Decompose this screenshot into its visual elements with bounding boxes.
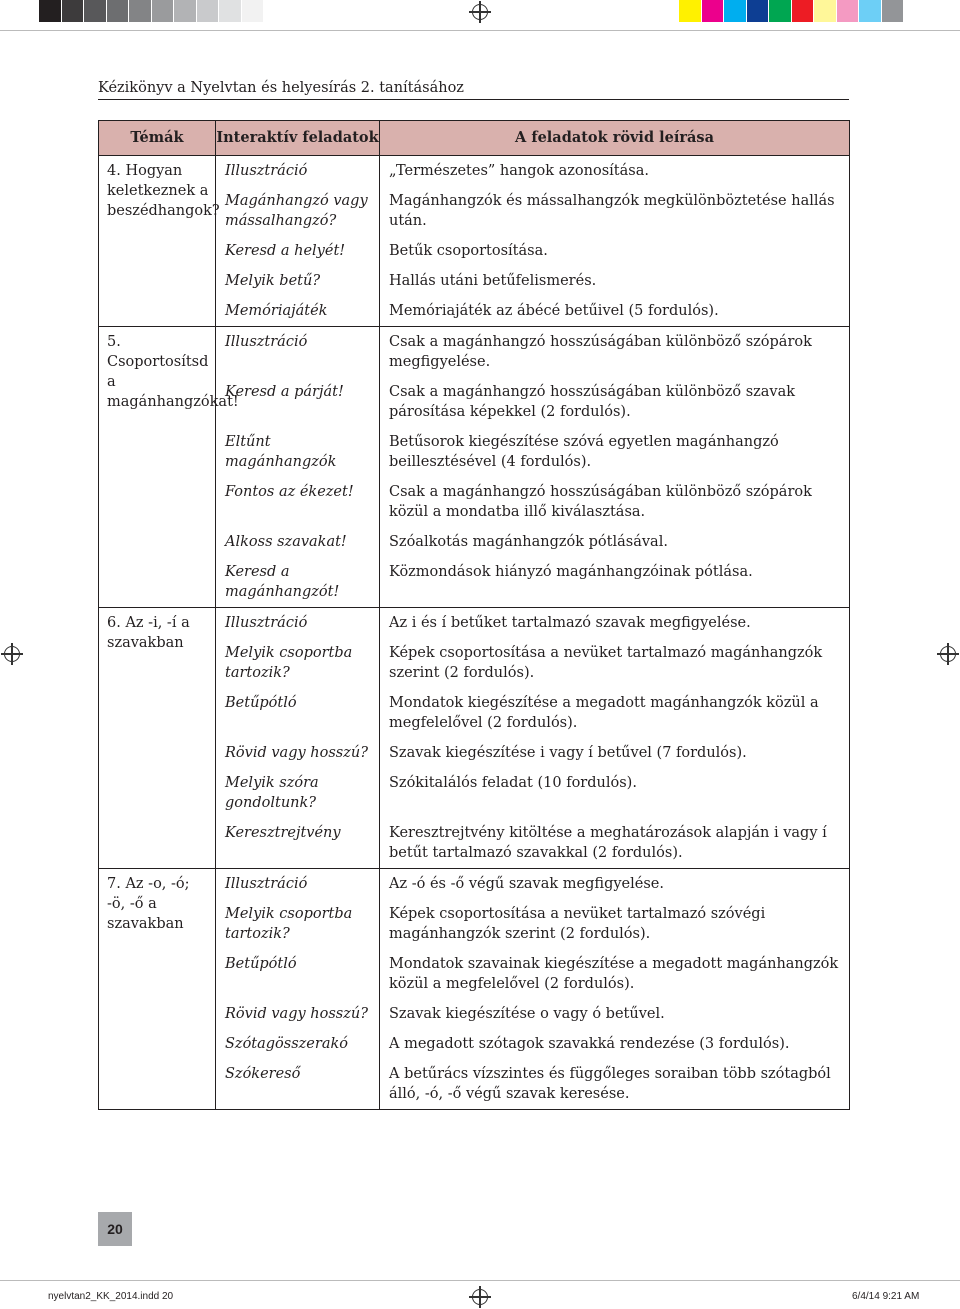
color-swatch (107, 0, 130, 22)
color-swatch (792, 0, 815, 22)
task-description-cell: Szavak kiegészítése o vagy ó betűvel. (380, 999, 850, 1029)
color-swatch (769, 0, 792, 22)
task-name-cell: Keresd a magánhangzót! (216, 557, 380, 608)
task-name-cell: Illusztráció (216, 327, 380, 378)
color-swatch (724, 0, 747, 22)
header-rule (98, 99, 849, 100)
task-name-cell: Illusztráció (216, 869, 380, 900)
task-name-cell: Betűpótló (216, 688, 380, 738)
theme-cell: 5. Csoportosítsd a magánhangzókat! (99, 327, 216, 608)
running-title: Kézikönyv a Nyelvtan és helyesírás 2. tanításához (98, 80, 464, 96)
color-swatch (837, 0, 860, 22)
task-name-cell: Betűpótló (216, 949, 380, 999)
table-row (99, 327, 850, 378)
task-description-cell: Az -ó és -ő végű szavak megfigyelése. (380, 869, 850, 900)
task-name-cell: Melyik szóra gondoltunk? (216, 768, 380, 818)
table-row (99, 608, 850, 639)
table-row (99, 156, 850, 187)
task-name-cell: Magánhangzó vagy mássalhangzó? (216, 186, 380, 236)
task-name-cell: Keresd a helyét! (216, 236, 380, 266)
task-name-cell: Keresd a párját! (216, 377, 380, 427)
slug-date: 6/4/14 9:21 AM (852, 1291, 920, 1302)
task-name-cell: Illusztráció (216, 156, 380, 187)
column-header-tasks: Interaktív feladatok (216, 121, 380, 156)
task-description-cell: Csak a magánhangzó hosszúságában különböző szavak párosítása képekkel (2 fordulós). (380, 377, 850, 427)
task-description-cell: Szóalkotás magánhangzók pótlásával. (380, 527, 850, 557)
slug-file-info: nyelvtan2_KK_2014.indd 20 (48, 1291, 174, 1302)
registration-mark-icon (940, 646, 956, 662)
theme-cell: 7. Az -o, -ó; -ö, -ő a szavakban (99, 869, 216, 1110)
task-description-cell: Az i és í betűket tartalmazó szavak megfigyelése. (380, 608, 850, 639)
task-description-cell: Képek csoportosítása a nevüket tartalmazó szóvégi magánhangzók szerint (2 fordulós). (380, 899, 850, 949)
task-name-cell: Fontos az ékezet! (216, 477, 380, 527)
column-header-themes: Témák (99, 121, 216, 156)
task-name-cell: Memóriajáték (216, 296, 380, 327)
task-name-cell: Melyik betű? (216, 266, 380, 296)
task-description-cell: Keresztrejtvény kitöltése a meghatározások alapján i vagy í betűt tartalmazó szavakkal (2 fordulós). (380, 818, 850, 869)
task-name-cell: Illusztráció (216, 608, 380, 639)
page-number: 20 (98, 1212, 132, 1246)
task-description-cell: Képek csoportosítása a nevüket tartalmazó magánhangzók szerint (2 fordulós). (380, 638, 850, 688)
task-description-cell: A betűrács vízszintes és függőleges soraiban több szótagból álló, -ó, -ő végű szavak keresése. (380, 1059, 850, 1110)
color-swatch (882, 0, 905, 22)
task-description-cell: Mondatok szavainak kiegészítése a megadott magánhangzók közül a megfelelővel (2 fordulós). (380, 949, 850, 999)
table-row (99, 869, 850, 900)
task-description-cell: Szavak kiegészítése i vagy í betűvel (7 fordulós). (380, 738, 850, 768)
task-description-cell: Mondatok kiegészítése a megadott magánhangzók közül a megfelelővel (2 fordulós). (380, 688, 850, 738)
task-description-cell: A megadott szótagok szavakká rendezése (3 fordulós). (380, 1029, 850, 1059)
task-name-cell: Szókereső (216, 1059, 380, 1110)
color-swatch (747, 0, 770, 22)
task-description-cell: Közmondások hiányzó magánhangzóinak pótlása. (380, 557, 850, 608)
registration-mark-icon (4, 646, 20, 662)
task-description-cell: „Természetes” hangok azonosítása. (380, 156, 850, 187)
task-name-cell: Rövid vagy hosszú? (216, 999, 380, 1029)
color-swatch (84, 0, 107, 22)
column-header-description: A feladatok rövid leírása (380, 121, 850, 156)
cmyk-color-bar (679, 0, 904, 22)
color-swatch (242, 0, 265, 22)
registration-mark-icon (472, 1289, 488, 1305)
color-swatch (679, 0, 702, 22)
color-swatch (174, 0, 197, 22)
color-swatch (62, 0, 85, 22)
color-swatch (859, 0, 882, 22)
trim-line-top (0, 30, 960, 31)
task-description-cell: Csak a magánhangzó hosszúságában különböző szópárok megfigyelése. (380, 327, 850, 378)
task-name-cell: Keresztrejtvény (216, 818, 380, 869)
gray-color-bar (39, 0, 264, 22)
task-name-cell: Melyik csoportba tartozik? (216, 899, 380, 949)
task-description-cell: Betűk csoportosítása. (380, 236, 850, 266)
task-name-cell: Melyik csoportba tartozik? (216, 638, 380, 688)
color-swatch (219, 0, 242, 22)
color-swatch (152, 0, 175, 22)
task-name-cell: Rövid vagy hosszú? (216, 738, 380, 768)
task-description-cell: Memóriajáték az ábécé betűivel (5 fordulós). (380, 296, 850, 327)
task-description-cell: Magánhangzók és mássalhangzók megkülönböztetése hallás után. (380, 186, 850, 236)
theme-cell: 6. Az -i, -í a szavakban (99, 608, 216, 869)
trim-line-bottom (0, 1280, 960, 1281)
task-description-cell: Betűsorok kiegészítése szóvá egyetlen magánhangzó beillesztésével (4 fordulós). (380, 427, 850, 477)
task-description-cell: Szókitalálós feladat (10 fordulós). (380, 768, 850, 818)
color-swatch (814, 0, 837, 22)
tasks-table (98, 120, 850, 1110)
color-swatch (197, 0, 220, 22)
task-description-cell: Csak a magánhangzó hosszúságában különböző szópárok közül a mondatba illő kiválasztása. (380, 477, 850, 527)
task-name-cell: Szótagösszerakó (216, 1029, 380, 1059)
task-description-cell: Hallás utáni betűfelismerés. (380, 266, 850, 296)
theme-cell: 4. Hogyan keletkeznek a beszédhangok? (99, 156, 216, 327)
color-swatch (39, 0, 62, 22)
color-swatch (702, 0, 725, 22)
table-header-row (99, 121, 850, 156)
task-name-cell: Eltűnt magánhangzók (216, 427, 380, 477)
color-swatch (129, 0, 152, 22)
task-name-cell: Alkoss szavakat! (216, 527, 380, 557)
registration-mark-icon (472, 4, 488, 20)
